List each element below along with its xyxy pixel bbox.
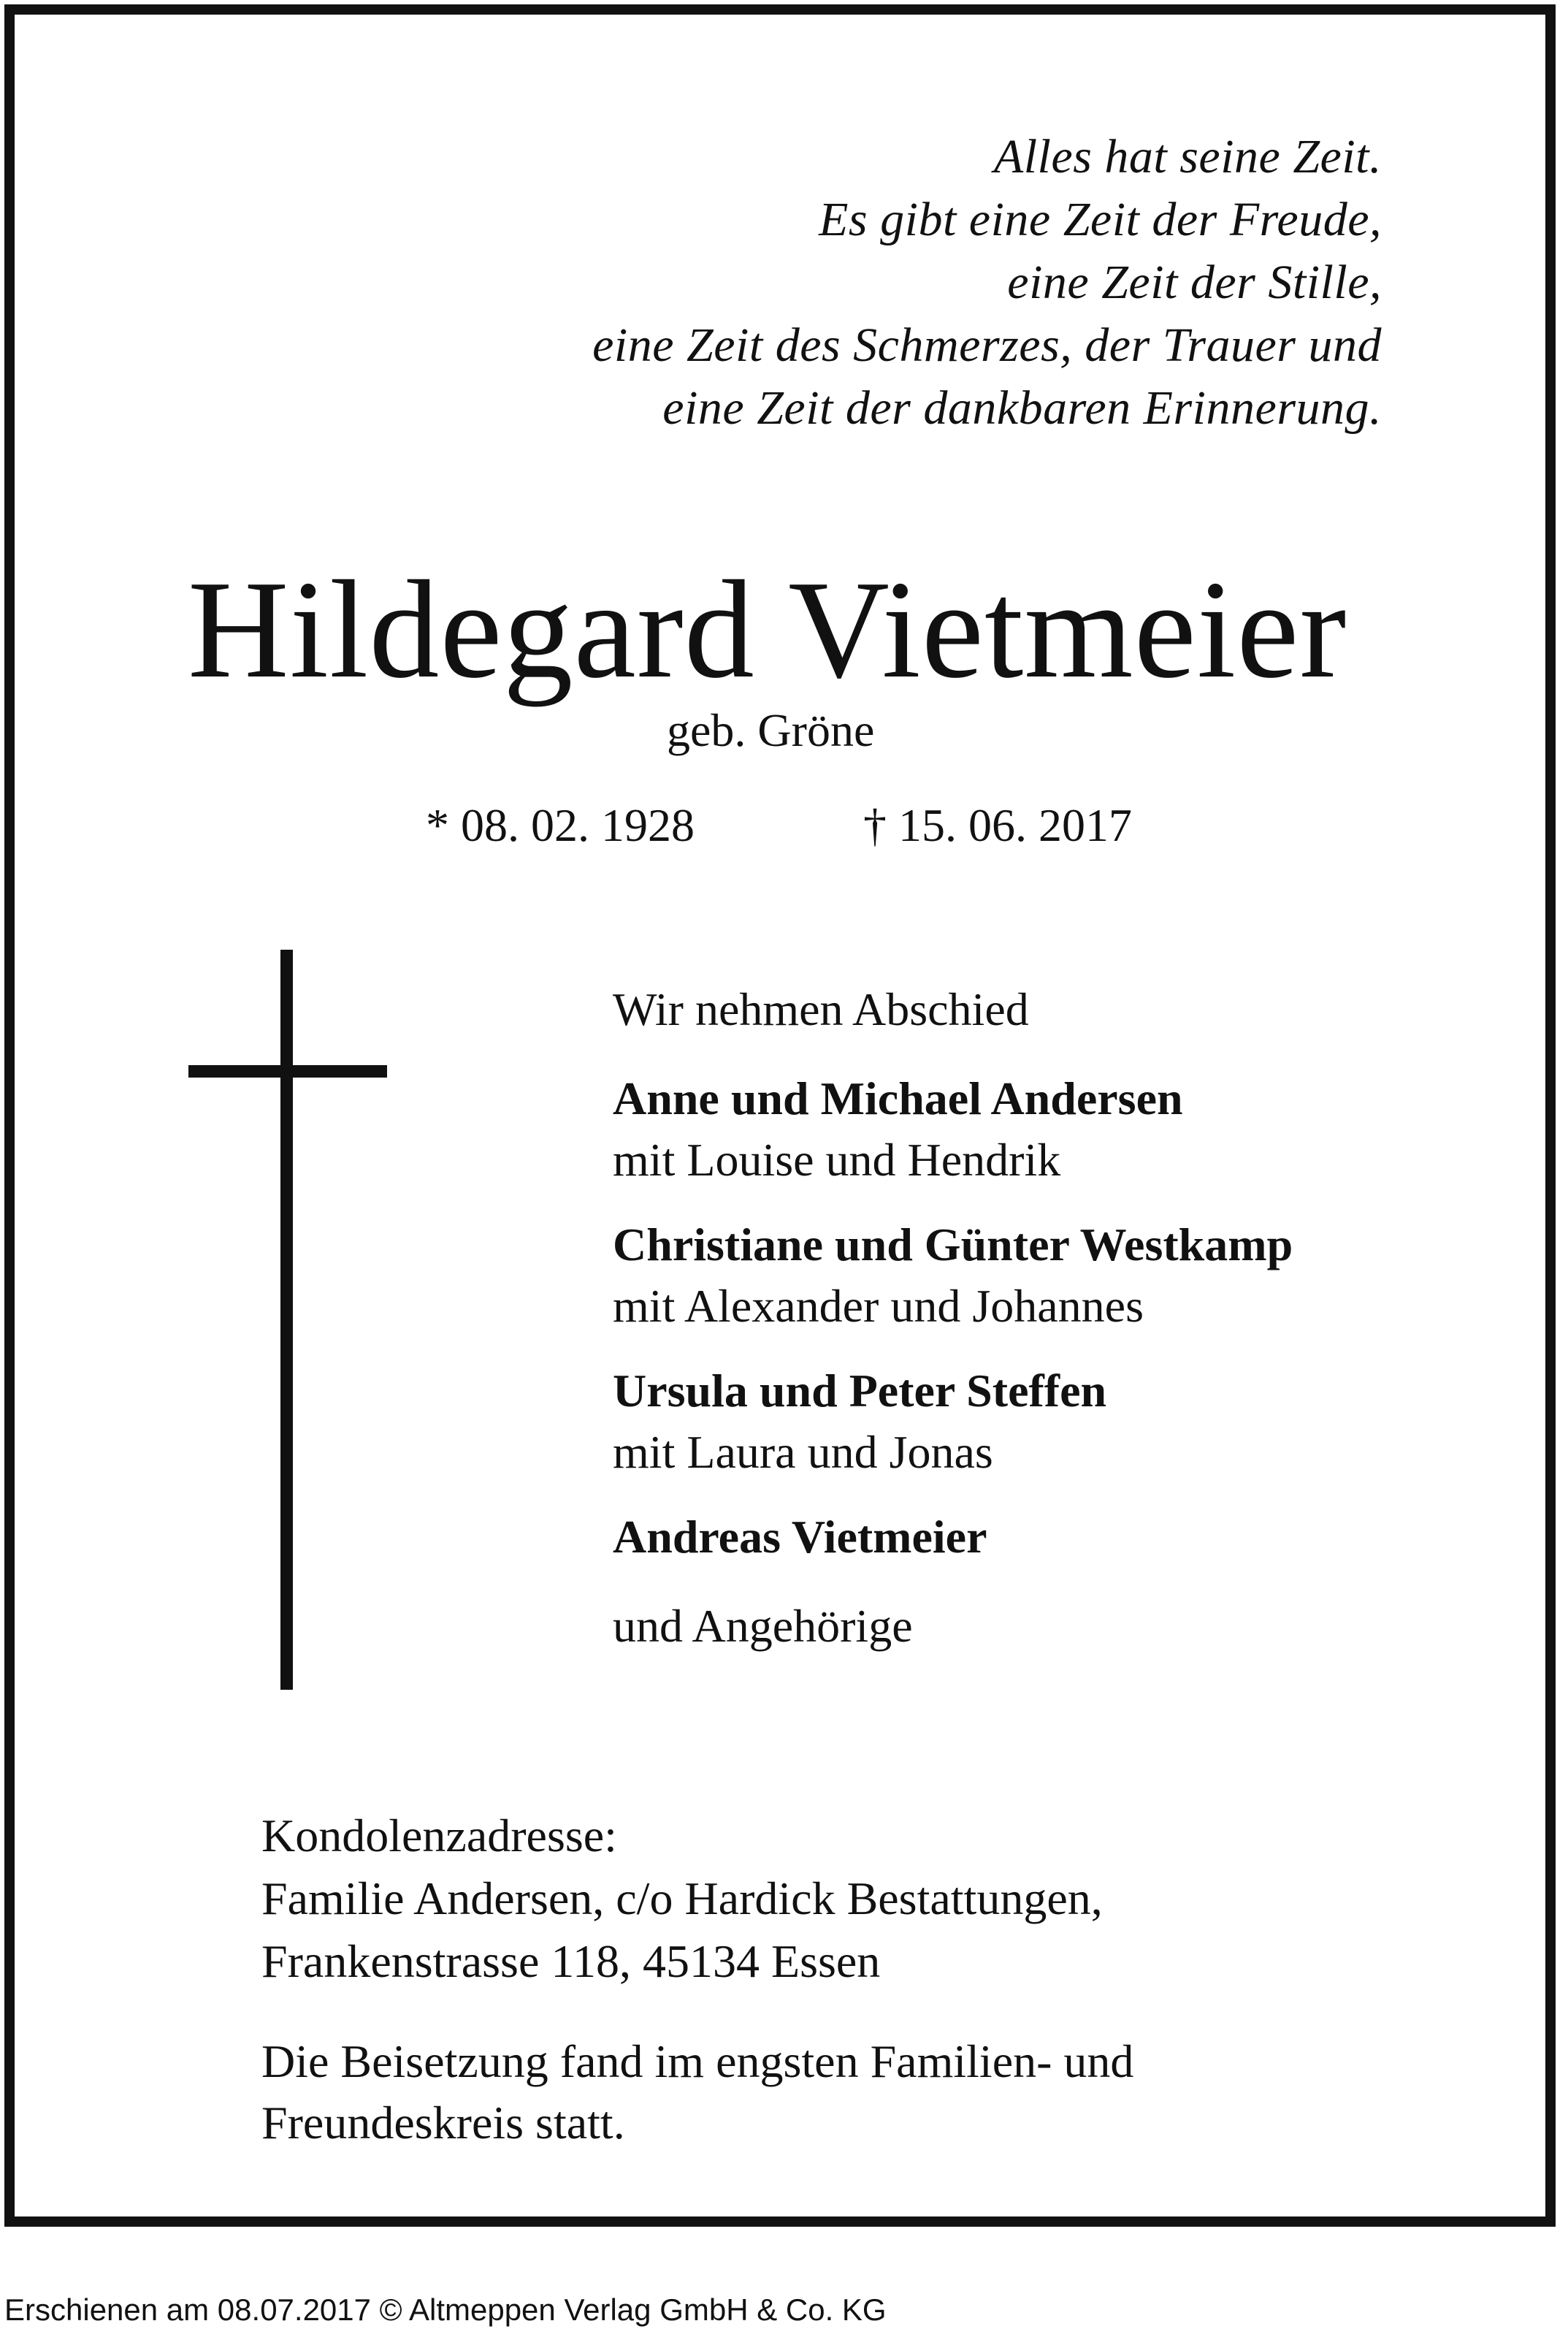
quote-line: eine Zeit des Schmerzes, der Trauer und <box>592 319 1382 372</box>
burial-line: Freundeskreis statt. <box>261 2097 625 2149</box>
burial-line: Die Beisetzung fand im engsten Familien- und <box>261 2035 1134 2087</box>
birth-date: * 08. 02. 1928 <box>426 799 695 851</box>
burial-note <box>261 2031 1133 2154</box>
death-date: † 15. 06. 2017 <box>863 799 1132 851</box>
quote-line: Es gibt eine Zeit der Freude, <box>819 193 1382 246</box>
cross-icon-bar <box>188 1065 387 1078</box>
cross-icon <box>280 950 293 1690</box>
maiden-name: geb. Gröne <box>667 704 875 756</box>
mourners-closing: und Angehörige <box>613 1600 913 1652</box>
condolence-line: Frankenstrasse 118, 45134 Essen <box>261 1935 881 1987</box>
mourner-family-children: mit Louise und Hendrik <box>613 1134 1061 1186</box>
condolence-line: Familie Andersen, c/o Hardick Bestattungen, <box>261 1872 1103 1924</box>
memorial-quote <box>592 126 1382 440</box>
condolence-address <box>261 1804 1103 1993</box>
mourners-list <box>613 979 1293 1657</box>
publication-footer: Erschienen am 08.07.2017 © Altmeppen Verlag GmbH & Co. KG <box>4 2292 887 2327</box>
mourner-family-name: Anne und Michael Andersen <box>613 1072 1183 1124</box>
deceased-name: Hildegard Vietmeier <box>188 552 1347 707</box>
mourner-family-name: Ursula und Peter Steffen <box>613 1365 1107 1417</box>
quote-line: eine Zeit der Stille, <box>1007 256 1382 309</box>
condolence-label: Kondolenzadresse: <box>261 1810 617 1861</box>
quote-line: Alles hat seine Zeit. <box>993 130 1382 183</box>
mourner-family-children: mit Alexander und Johannes <box>613 1280 1144 1332</box>
mourner-family-name: Andreas Vietmeier <box>613 1511 987 1563</box>
quote-line: eine Zeit der dankbaren Erinnerung. <box>662 381 1382 435</box>
mourners-intro: Wir nehmen Abschied <box>613 983 1029 1035</box>
mourner-family-name: Christiane und Günter Westkamp <box>613 1219 1293 1270</box>
mourner-family-children: mit Laura und Jonas <box>613 1426 993 1478</box>
